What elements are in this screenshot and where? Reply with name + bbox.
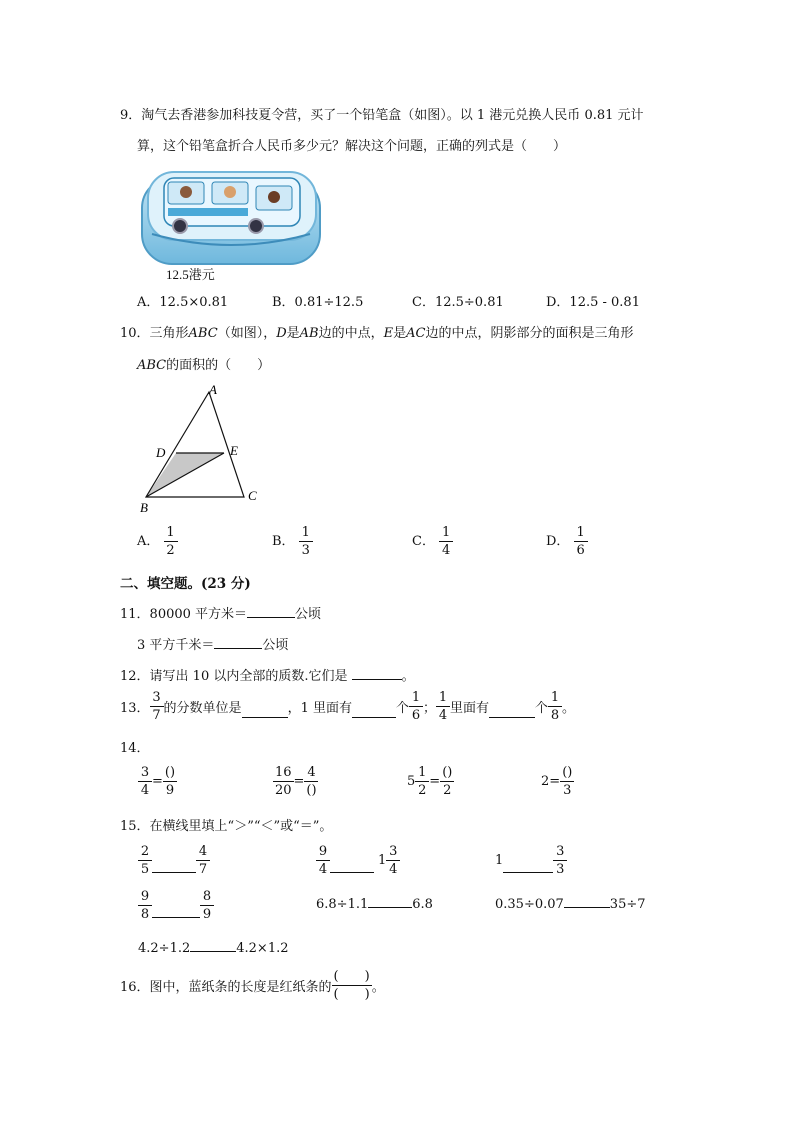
denominator: 4 xyxy=(441,543,451,558)
q15-compare-3 xyxy=(495,845,567,876)
answer-blank[interactable] xyxy=(564,895,610,908)
q11-line1 xyxy=(120,603,321,622)
answer-blank[interactable] xyxy=(352,705,396,718)
numerator: 1 xyxy=(299,526,313,542)
pencil-case-image xyxy=(138,164,324,268)
equals-sign: = xyxy=(293,774,305,789)
numerator: 16 xyxy=(275,765,292,780)
answer-fraction[interactable] xyxy=(440,766,454,797)
denominator: 6 xyxy=(411,708,421,723)
option-letter: B． xyxy=(272,534,295,549)
fraction xyxy=(138,766,152,797)
q15-compare-1 xyxy=(138,845,210,876)
answer-blank[interactable] xyxy=(489,705,535,718)
denominator: 6 xyxy=(576,543,585,558)
denominator: 4 xyxy=(389,862,398,877)
answer-fraction[interactable] xyxy=(304,766,318,797)
fraction xyxy=(439,526,453,557)
q10-abc2: ABC xyxy=(137,358,167,373)
q14-expr-2 xyxy=(273,766,318,797)
answer-blank[interactable] xyxy=(152,860,196,873)
q10-ab: AB xyxy=(299,326,319,341)
whole-number: 1 xyxy=(378,853,387,868)
fraction xyxy=(138,890,152,921)
fraction xyxy=(574,526,588,557)
fraction xyxy=(436,691,450,722)
numerator: 4 xyxy=(196,845,210,861)
q10-d: D xyxy=(276,326,287,341)
q9-line2: 算，这个铅笔盒折合人民币多少元？解决这个问题，正确的列式是（ ） xyxy=(137,139,567,154)
numerator: 1 xyxy=(436,691,450,707)
q11-text: 公顷 xyxy=(262,638,289,653)
q11-text: 11．80000 平方米＝ xyxy=(120,607,248,622)
answer-blank[interactable] xyxy=(214,636,262,649)
left-expression: 0.35÷0.07 xyxy=(495,897,564,912)
numerator: 1 xyxy=(574,526,588,542)
q10-option-c[interactable] xyxy=(412,526,453,557)
answer-fraction[interactable] xyxy=(560,766,574,797)
q14-expr-3 xyxy=(407,766,454,797)
q10-text: 是 xyxy=(393,326,407,341)
answer-blank[interactable] xyxy=(247,605,295,618)
q10-text: （如图）， xyxy=(217,326,277,341)
whole-number: 5 xyxy=(407,774,416,789)
q13-text: ； xyxy=(422,701,436,716)
option-letter: A． xyxy=(137,534,160,549)
denominator: 4 xyxy=(318,862,328,877)
q10-e: E xyxy=(383,326,394,341)
q10-option-b[interactable] xyxy=(272,526,313,557)
section-title: 二、填空题。(23 分) xyxy=(120,576,251,592)
fraction xyxy=(553,845,567,876)
label-b: B xyxy=(140,500,148,514)
left-expression: 4.2÷1.2 xyxy=(138,941,191,956)
q11-text: 3 平方千米＝ xyxy=(137,638,215,653)
right-expression: 35÷7 xyxy=(609,897,646,912)
q11-text: 公顷 xyxy=(295,607,322,622)
q9-line1: 9．淘气去香港参加科技夏令营，买了一个铅笔盒（如图）。以 1 港元兑换人民币 0.81 元计 xyxy=(120,108,644,123)
q15-compare-4 xyxy=(138,890,214,921)
answer-blank[interactable] xyxy=(152,905,200,918)
q10-line1 xyxy=(120,322,634,341)
q16-text: 16．图中，蓝纸条的长度是红纸条的 xyxy=(120,980,332,995)
equals-sign: = xyxy=(152,774,163,789)
q12-text: 。 xyxy=(401,669,415,684)
q10-ac: AC xyxy=(406,326,426,341)
answer-fraction[interactable] xyxy=(332,970,372,1001)
answer-blank[interactable] xyxy=(190,939,236,952)
q9-option-a[interactable]: A．12.5×0.81 xyxy=(137,295,229,310)
denominator: 4 xyxy=(140,783,150,798)
q10-abc: ABC xyxy=(188,326,218,341)
denominator: 2 xyxy=(443,783,452,798)
q10-text: 边的中点， xyxy=(318,326,384,341)
denominator: 8 xyxy=(550,708,560,723)
answer-blank[interactable] xyxy=(242,705,288,718)
fraction xyxy=(273,766,294,797)
q9-option-b[interactable]: B．0.81÷12.5 xyxy=(272,295,364,310)
denominator: 7 xyxy=(152,708,161,723)
q15-compare-6 xyxy=(495,895,646,912)
denominator: 2 xyxy=(418,783,427,798)
numerator: 1 xyxy=(409,691,423,707)
numerator: () xyxy=(164,765,176,780)
denominator: 4 xyxy=(438,708,448,723)
denominator: 3 xyxy=(556,862,565,877)
denominator: 9 xyxy=(165,783,175,798)
whole-number: 1 xyxy=(495,853,504,868)
q13-text: 个 xyxy=(395,701,409,716)
answer-fraction[interactable] xyxy=(163,766,177,797)
q10-line2 xyxy=(137,354,270,373)
option-letter: C． xyxy=(412,534,435,549)
denominator: 9 xyxy=(202,907,212,922)
denominator: 20 xyxy=(275,783,292,798)
right-expression: 6.8 xyxy=(412,897,433,912)
denominator: ( ) xyxy=(333,987,370,1002)
q15-compare-5 xyxy=(316,895,433,912)
q13-text: 里面有 xyxy=(450,701,490,716)
numerator: 1 xyxy=(439,526,453,542)
q11-line2 xyxy=(137,634,288,653)
q10-text: 是 xyxy=(286,326,300,341)
left-expression: 6.8÷1.1 xyxy=(316,897,369,912)
q15-compare-7 xyxy=(138,939,289,956)
q9-option-c[interactable]: C．12.5÷0.81 xyxy=(412,295,504,310)
numerator: () xyxy=(562,765,573,780)
price-label: 12.5港元 xyxy=(166,267,215,282)
denominator: 8 xyxy=(140,907,150,922)
answer-blank[interactable] xyxy=(368,895,412,908)
q13-text: 的分数单位是 xyxy=(163,701,242,716)
denominator: 7 xyxy=(198,862,208,877)
q13-number: 13． xyxy=(120,701,150,716)
right-expression: 4.2×1.2 xyxy=(236,941,289,956)
numerator: 9 xyxy=(316,845,330,861)
fraction xyxy=(316,845,330,876)
q10-text: 10．三角形 xyxy=(120,326,189,341)
q10-option-d[interactable] xyxy=(546,526,588,557)
label-c: C xyxy=(248,488,257,503)
q10-text: 的面积的（ ） xyxy=(166,358,271,373)
fraction xyxy=(200,890,214,921)
denominator: 5 xyxy=(140,862,150,877)
q14-expr-4 xyxy=(541,766,574,797)
q16-text: 。 xyxy=(371,980,385,995)
q13-text: 。 xyxy=(562,701,576,716)
numerator: 1 xyxy=(548,691,562,707)
answer-blank[interactable] xyxy=(352,667,402,680)
option-letter: D． xyxy=(546,534,570,549)
q10-text: 边的中点，阴影部分的面积是三角形 xyxy=(425,326,634,341)
q9-option-d[interactable]: D．12.5 - 0.81 xyxy=(546,295,640,310)
whole-number: 2 xyxy=(541,774,550,789)
fraction xyxy=(138,845,152,876)
numerator: 3 xyxy=(138,766,152,782)
numerator: 3 xyxy=(553,845,567,861)
q13-text: 个 xyxy=(535,701,549,716)
q13-text: ，1 里面有 xyxy=(287,701,352,716)
numerator: 3 xyxy=(386,845,400,861)
answer-blank[interactable] xyxy=(503,860,553,873)
label-e: E xyxy=(230,443,238,458)
numerator: 3 xyxy=(150,691,164,707)
numerator: 2 xyxy=(138,845,152,861)
fraction xyxy=(415,766,429,797)
denominator: 3 xyxy=(563,783,572,798)
numerator: 9 xyxy=(138,890,152,906)
fraction xyxy=(150,691,164,722)
fraction xyxy=(386,845,400,876)
q12-line xyxy=(120,665,415,684)
numerator: ( ) xyxy=(333,969,370,984)
equals-sign: = xyxy=(429,774,441,789)
q14-number: 14． xyxy=(120,741,150,756)
numerator: 1 xyxy=(415,766,429,782)
answer-blank[interactable] xyxy=(330,860,374,873)
numerator: () xyxy=(442,765,453,780)
denominator: 3 xyxy=(301,543,310,558)
denominator: 2 xyxy=(166,543,175,558)
q13-line xyxy=(120,691,575,722)
q10-option-a[interactable] xyxy=(137,526,178,557)
q15-instruction: 15．在横线里填上“＞”“＜”或“＝”。 xyxy=(120,819,333,834)
label-a: A xyxy=(209,382,217,397)
fraction xyxy=(548,691,562,722)
triangle-figure xyxy=(134,382,264,514)
q15-compare-2 xyxy=(316,845,400,876)
q16-line xyxy=(120,970,385,1001)
numerator: 4 xyxy=(304,766,318,782)
fraction xyxy=(409,691,423,722)
label-d: D xyxy=(156,445,166,460)
q12-text: 12．请写出 10 以内全部的质数.它们是 xyxy=(120,669,352,684)
numerator: 1 xyxy=(164,526,178,542)
fraction xyxy=(164,526,178,557)
equals-sign: = xyxy=(549,774,561,789)
q14-expr-1 xyxy=(138,766,177,797)
denominator: () xyxy=(306,783,317,798)
fraction xyxy=(196,845,210,876)
fraction xyxy=(299,526,313,557)
numerator: 8 xyxy=(200,890,214,906)
